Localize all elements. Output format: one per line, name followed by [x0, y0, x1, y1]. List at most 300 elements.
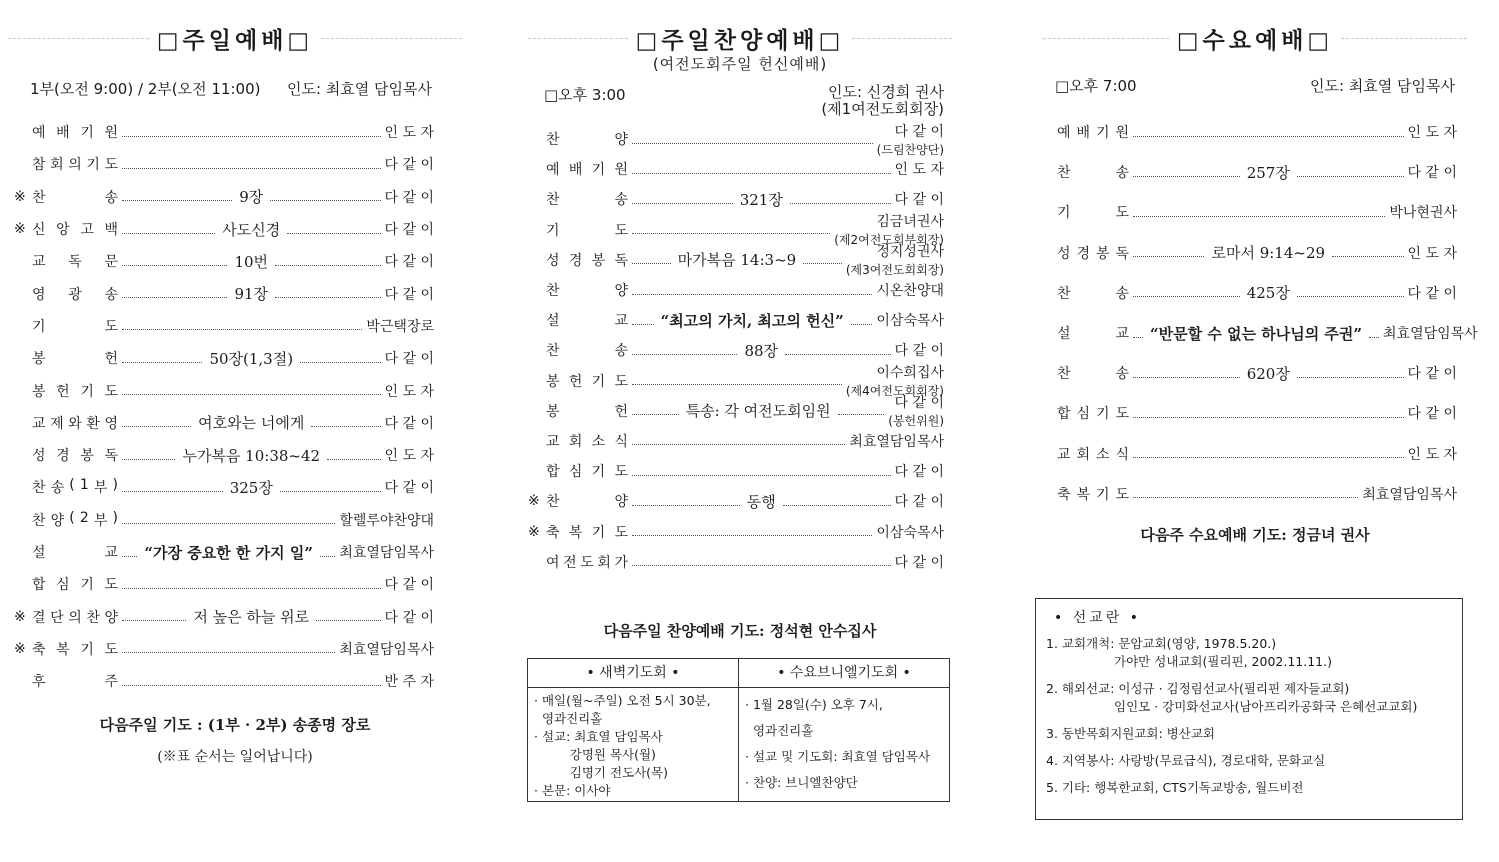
order-row	[1057, 313, 1478, 353]
mission-item-more: 가야만 성내교회(필리핀, 2002.11.11.)	[1114, 654, 1332, 669]
mission-item-main: 1. 교회개척: 문암교회(영양, 1978.5.20.)	[1046, 636, 1277, 651]
order-row	[32, 342, 434, 374]
order-row	[546, 184, 944, 214]
leader-dots	[851, 324, 873, 325]
order-row	[546, 547, 944, 577]
order-person-name: 인 도 자	[384, 448, 435, 465]
leader-dots	[122, 556, 137, 557]
order-person	[1383, 323, 1478, 343]
order-person-name: 다 같 이	[384, 286, 434, 303]
order-person	[385, 381, 434, 401]
mission-box	[1035, 598, 1463, 820]
order-row	[1057, 152, 1457, 192]
order-detail: “반문할 수 없는 하나님의 주권”	[1150, 324, 1363, 343]
order-person-name: 다 같 이	[384, 254, 434, 271]
order-person	[385, 477, 434, 497]
order-label: 교 독 문	[32, 254, 118, 271]
sunday-leader: 인도: 최효열 담임목사	[286, 80, 432, 98]
order-row	[546, 456, 944, 486]
order-person	[385, 219, 434, 239]
sunday-times: 1부(오전 9:00) / 2부(오전 11:00)	[30, 80, 261, 98]
praise-leader-role: (제1여전도회회장)	[821, 100, 944, 118]
order-label: 찬 송	[546, 192, 628, 209]
praise-title: □주일찬양예배□	[635, 27, 845, 54]
order-label: 찬 양	[546, 132, 628, 149]
order-detail: 50장(1,3절)	[209, 349, 294, 368]
standing-mark: ※	[14, 221, 26, 238]
leader-dots	[1133, 136, 1404, 137]
leader-dots	[632, 263, 671, 264]
order-row	[32, 374, 434, 406]
order-label: 찬 양 ( 2 부 )	[32, 509, 118, 529]
leader-dots	[1133, 417, 1404, 418]
leader-dots	[1133, 176, 1240, 177]
box-line: · 찬양: 브니엘찬양단	[745, 775, 858, 790]
leader-dots	[300, 362, 380, 363]
order-person-name: 최효열담임목사	[1383, 326, 1478, 343]
order-row	[32, 277, 434, 309]
mission-item	[1046, 725, 1452, 743]
dawn-prayer-panel	[528, 659, 738, 801]
leader-dots	[270, 200, 380, 201]
leader-dots	[632, 143, 873, 144]
standing-mark: ※	[14, 640, 26, 657]
order-row	[546, 123, 944, 157]
leader-dots	[275, 265, 380, 266]
order-person-name: 다 같 이	[384, 480, 435, 497]
leader-dots	[122, 652, 335, 653]
leader-dots	[122, 136, 381, 137]
order-label: 합 심 기 도	[32, 577, 118, 594]
order-detail: 마가복음 14:3~9	[677, 251, 797, 270]
order-person	[895, 491, 944, 511]
order-person-name: 다 같 이	[384, 351, 434, 368]
leader-dots	[632, 565, 891, 566]
order-person	[895, 340, 944, 360]
box-line: 영과진리홀	[534, 711, 603, 726]
praise-subtitle: (여전도회주일 헌신예배)	[652, 55, 828, 73]
leader-dots	[1297, 296, 1404, 297]
mission-title: • 선교란 •	[1054, 610, 1141, 626]
order-label: 봉 헌 기 도	[546, 373, 628, 390]
leader-dots	[632, 535, 872, 536]
order-detail: 특송: 각 여전도회임원	[685, 402, 831, 421]
order-row	[14, 633, 434, 665]
order-person-name: 박나현권사	[1389, 205, 1457, 222]
order-label: 설 교	[546, 313, 628, 330]
order-person	[876, 522, 944, 542]
leader-dots	[311, 426, 380, 427]
order-label: 기 도	[546, 222, 628, 239]
order-label: 참 회 의 기 도	[32, 157, 118, 174]
order-label: 축 복 기 도	[546, 524, 628, 541]
mission-item	[1046, 635, 1452, 671]
mission-item-main: 2. 해외선교: 이성규 · 김정림선교사(필리핀 제자들교회)	[1046, 681, 1350, 696]
order-detail: 425장	[1246, 284, 1290, 303]
order-person-name: 다 같 이	[384, 222, 435, 239]
leader-dots	[1332, 256, 1403, 257]
leader-dots	[1297, 176, 1404, 177]
leader-dots	[632, 505, 740, 506]
order-person	[849, 431, 944, 451]
standing-mark: ※	[14, 188, 26, 205]
order-detail: 여호와는 너에게	[198, 414, 305, 433]
order-person-name: 인 도 자	[1407, 446, 1457, 463]
order-person	[385, 574, 434, 594]
dawn-prayer-title: • 새벽기도회 •	[528, 659, 738, 688]
bethel-prayer-title: • 수요브니엘기도회 •	[739, 659, 949, 688]
order-label: 찬 양	[546, 494, 628, 511]
order-person-name: 할렐루야찬양대	[339, 512, 434, 529]
order-label: 영 광 송	[32, 286, 118, 303]
order-person-name: 다 같 이	[384, 189, 434, 206]
order-row	[32, 148, 434, 180]
order-label: 예 배 기 원	[32, 125, 118, 142]
order-person-name: 이삼숙목사	[876, 313, 945, 330]
order-label: 교 제 와 환 영	[32, 415, 118, 432]
order-row	[32, 536, 434, 568]
order-row	[32, 471, 434, 503]
leader-dots	[803, 263, 842, 264]
order-label: 합 심 기 도	[1057, 406, 1129, 423]
order-label: 후 주	[32, 674, 118, 691]
leader-dots	[1133, 377, 1240, 378]
order-person-name: 다 같 이	[894, 123, 944, 140]
order-person	[339, 510, 434, 530]
leader-dots	[632, 233, 830, 234]
wednesday-leader: 인도: 최효열 담임목사	[1309, 77, 1455, 95]
order-row	[546, 244, 944, 278]
leader-dots	[783, 505, 891, 506]
order-label: 교 회 소 식	[1057, 446, 1129, 463]
leader-dots	[320, 556, 335, 557]
order-row	[32, 439, 434, 471]
order-person-name: 인 도 자	[384, 383, 434, 400]
order-person	[385, 154, 434, 174]
order-person-name: 다 같 이	[1407, 165, 1458, 182]
order-row	[1057, 434, 1457, 474]
order-person-name: 다 같 이	[1407, 285, 1458, 302]
order-person	[385, 607, 434, 627]
leader-dots	[122, 620, 186, 621]
order-row	[546, 365, 944, 399]
order-row	[546, 214, 944, 248]
box-line: · 본문: 이사야	[534, 783, 611, 798]
leader-dots	[122, 233, 215, 234]
leader-dots	[122, 265, 227, 266]
leader-dots	[122, 426, 191, 427]
order-label: 찬 양	[546, 283, 628, 300]
mission-item-more: 임인모 · 강미화선교사(남아프리카공화국 은혜선교교회)	[1114, 699, 1418, 714]
order-label: 찬 송	[546, 343, 628, 360]
sunday-worship-column	[0, 0, 470, 862]
leader-dots	[122, 200, 232, 201]
leader-dots	[122, 297, 227, 298]
praise-time: □오후 3:00	[544, 86, 626, 104]
leader-dots	[122, 523, 335, 524]
order-person-name: 이삼숙목사	[876, 524, 944, 541]
order-row	[32, 116, 434, 148]
order-person-name: 다 같 이	[384, 415, 434, 432]
order-person	[385, 671, 434, 691]
order-person	[339, 639, 434, 659]
order-person	[877, 121, 944, 158]
order-label: 여 전 도 회 가	[546, 554, 628, 571]
order-detail: “가장 중요한 한 가지 일”	[144, 543, 313, 562]
order-label: 예 배 기 원	[546, 162, 628, 179]
order-label: 결 단 의 찬 양	[32, 609, 118, 626]
standing-mark: ※	[14, 608, 26, 625]
order-person-name: 인 도 자	[384, 125, 434, 142]
order-person-name: 최효열담임목사	[339, 545, 435, 561]
leader-dots	[1369, 337, 1379, 338]
order-person	[1408, 403, 1457, 423]
wednesday-title: □수요예배□	[1176, 27, 1334, 54]
order-row	[32, 245, 434, 277]
order-label: 기 도	[1057, 205, 1129, 222]
order-person-name: 최효열담임목사	[1362, 486, 1457, 503]
order-detail: 321장	[739, 190, 783, 209]
leader-dots	[785, 354, 890, 355]
order-person	[846, 241, 944, 278]
order-detail: “최고의 가치, 최고의 헌신”	[660, 311, 844, 330]
box-line: · 1월 28일(수) 오후 7시,	[745, 697, 883, 712]
leader-dots	[122, 685, 381, 686]
leader-dots	[632, 294, 872, 295]
order-person-name: 다 같 이	[894, 343, 944, 360]
order-label: 축 복 기 도	[32, 641, 118, 658]
order-person-name: 인 도 자	[894, 162, 944, 179]
leader-dots	[122, 329, 362, 330]
order-person	[888, 392, 944, 429]
order-person	[1408, 122, 1457, 142]
order-person	[895, 159, 944, 179]
leader-dots	[1133, 256, 1204, 257]
order-person-role: (제4여전도회회장)	[845, 384, 944, 399]
order-detail: 325장	[229, 478, 273, 497]
order-detail: 동행	[746, 492, 776, 511]
leader-dots	[632, 384, 842, 385]
order-person	[385, 251, 434, 271]
order-person	[876, 280, 944, 300]
order-row	[32, 310, 434, 342]
order-row	[1057, 353, 1457, 393]
wednesday-next-prayer: 다음주 수요예배 기도: 정금녀 권사	[1140, 526, 1370, 544]
order-person	[895, 552, 944, 572]
order-person-name: 박근택장로	[366, 318, 434, 335]
order-detail: 9장	[239, 188, 264, 207]
order-person-role: (드림찬양단)	[876, 142, 944, 157]
order-person	[1362, 484, 1457, 504]
order-person-name: 다 같 이	[894, 395, 944, 412]
order-label: 찬 송	[32, 189, 118, 206]
leader-dots	[327, 459, 380, 460]
order-label: 교 회 소 식	[546, 433, 628, 450]
order-row	[1057, 112, 1457, 152]
order-person-name: 다 같 이	[894, 494, 944, 511]
sunday-standing-note: (※표 순서는 일어납니다)	[157, 749, 313, 765]
order-person	[385, 348, 434, 368]
order-label: 예 배 기 원	[1057, 125, 1129, 142]
order-detail: 257장	[1246, 163, 1290, 182]
order-person-name: 다 같 이	[894, 554, 944, 571]
order-detail: 91장	[234, 285, 269, 304]
bethel-prayer-panel	[738, 659, 949, 801]
order-person-role: (제2여전도회부회장)	[834, 233, 944, 248]
standing-mark: ※	[528, 523, 540, 540]
standing-mark: ※	[528, 493, 540, 510]
order-label: 기 도	[32, 318, 118, 335]
order-person	[366, 316, 434, 336]
order-person-name: 다 같 이	[1407, 406, 1457, 423]
order-label: 봉 헌 기 도	[32, 383, 118, 400]
leader-dots	[1133, 337, 1143, 338]
leader-dots	[790, 203, 891, 204]
order-row	[14, 600, 435, 632]
leader-dots	[632, 414, 679, 415]
order-row	[546, 335, 944, 365]
order-person-name: 다 같 이	[384, 609, 435, 626]
order-detail: 620장	[1246, 364, 1290, 383]
order-person-name: 다 같 이	[1407, 366, 1458, 383]
leader-dots	[122, 588, 381, 589]
order-person-name: 다 같 이	[894, 192, 945, 209]
mission-item-main: 5. 기타: 행복한교회, CTS기독교방송, 월드비전	[1046, 780, 1304, 795]
leader-dots	[632, 354, 737, 355]
order-detail: 누가복음 10:38~42	[182, 446, 321, 465]
order-row	[1057, 192, 1457, 232]
order-row	[528, 516, 944, 546]
order-person	[1408, 162, 1457, 182]
order-person-name: 인 도 자	[1407, 245, 1457, 262]
leader-dots	[632, 203, 733, 204]
box-line: · 설교: 최효열 담임목사	[534, 729, 663, 744]
order-person	[385, 413, 434, 433]
box-line: · 설교 및 기도회: 최효열 담임목사	[745, 749, 931, 764]
order-label: 찬 송	[1057, 366, 1129, 383]
order-row	[32, 665, 434, 697]
order-person-name: 시온찬양대	[876, 283, 944, 300]
order-row	[528, 486, 944, 516]
order-row	[1057, 273, 1457, 313]
box-line: 영과진리홀	[745, 723, 814, 738]
leader-dots	[287, 233, 380, 234]
mission-item-main: 3. 동반목회지원교회: 병산교회	[1046, 726, 1215, 741]
order-person-name: 반 주 자	[384, 674, 434, 691]
order-person	[1408, 444, 1457, 464]
mission-item	[1046, 752, 1452, 770]
praise-order-list	[528, 123, 945, 577]
order-label: 축 복 기 도	[1057, 486, 1129, 503]
leader-dots	[275, 297, 380, 298]
box-line: 김명기 전도사(목)	[534, 765, 669, 780]
wednesday-worship-column	[1035, 0, 1478, 862]
wednesday-time: □오후 7:00	[1055, 77, 1137, 95]
praise-worship-column	[520, 0, 960, 862]
leader-dots	[632, 324, 654, 325]
leader-dots	[632, 173, 891, 174]
order-label: 성 경 봉 독	[32, 448, 118, 465]
leader-dots	[316, 620, 380, 621]
box-line: · 매일(월~주일) 오전 5시 30분,	[534, 693, 711, 708]
order-person	[385, 187, 434, 207]
order-label: 성 경 봉 독	[546, 252, 628, 269]
order-row	[32, 568, 434, 600]
order-row	[546, 305, 944, 335]
order-person-name: 김금녀권사	[876, 214, 944, 231]
order-detail: 로마서 9:14~29	[1211, 244, 1326, 263]
prayer-meetings-box	[527, 658, 950, 802]
order-label: 봉 헌	[32, 351, 118, 368]
order-person	[1408, 243, 1457, 263]
order-row	[32, 407, 434, 439]
order-person-role: (봉헌위원)	[888, 414, 944, 429]
leader-dots	[1133, 296, 1240, 297]
leader-dots	[122, 168, 381, 169]
order-label: 합 심 기 도	[546, 464, 628, 481]
order-person	[1408, 283, 1457, 303]
order-row	[546, 275, 944, 305]
order-label: 찬 송	[1057, 285, 1129, 302]
mission-item-main: 4. 지역봉사: 사랑방(무료급식), 경로대학, 문화교실	[1046, 753, 1326, 768]
order-person-name: 다 같 이	[384, 157, 434, 174]
order-row	[546, 426, 944, 456]
leader-dots	[122, 394, 381, 395]
order-person-name: 다 같 이	[894, 464, 944, 481]
leader-dots	[1133, 497, 1358, 498]
sunday-next-prayer: 다음주일 기도 : (1부 · 2부) 송종명 장로	[99, 716, 371, 734]
leader-dots	[632, 444, 845, 445]
order-person	[876, 310, 944, 330]
order-person	[385, 122, 434, 142]
order-label: 성 경 봉 독	[1057, 245, 1129, 262]
order-row	[14, 181, 434, 213]
praise-leader: 인도: 신경희 권사	[827, 83, 944, 101]
order-row	[32, 504, 434, 536]
order-person	[385, 284, 434, 304]
box-line: 강명원 목사(월)	[534, 747, 656, 762]
order-person-name: 이수희집사	[876, 365, 944, 382]
order-detail: 사도신경	[222, 220, 281, 239]
order-person	[1389, 202, 1457, 222]
leader-dots	[122, 491, 223, 492]
order-person	[1408, 363, 1457, 383]
order-row	[1057, 393, 1457, 433]
wednesday-order-list	[1057, 112, 1478, 514]
leader-dots	[1133, 457, 1404, 458]
order-detail: 88장	[744, 341, 779, 360]
order-person	[895, 461, 944, 481]
order-row	[546, 395, 944, 429]
order-row	[1057, 474, 1457, 514]
leader-dots	[632, 475, 891, 476]
order-person	[339, 542, 434, 562]
order-person-name: 최효열담임목사	[849, 433, 944, 450]
order-person-name: 인 도 자	[1407, 125, 1457, 142]
order-row	[14, 213, 435, 245]
order-person-role: (제3여전도회회장)	[845, 263, 944, 278]
order-detail: 저 높은 하늘 위로	[193, 608, 310, 627]
order-label: 찬 송 ( 1 부 )	[32, 477, 118, 497]
order-person	[895, 189, 944, 209]
leader-dots	[122, 459, 175, 460]
order-label: 봉 헌	[546, 403, 628, 420]
order-row	[1057, 233, 1457, 273]
sunday-order-list	[14, 116, 435, 697]
mission-item	[1046, 680, 1452, 716]
leader-dots	[122, 362, 202, 363]
sunday-title: □주일예배□	[156, 27, 314, 54]
